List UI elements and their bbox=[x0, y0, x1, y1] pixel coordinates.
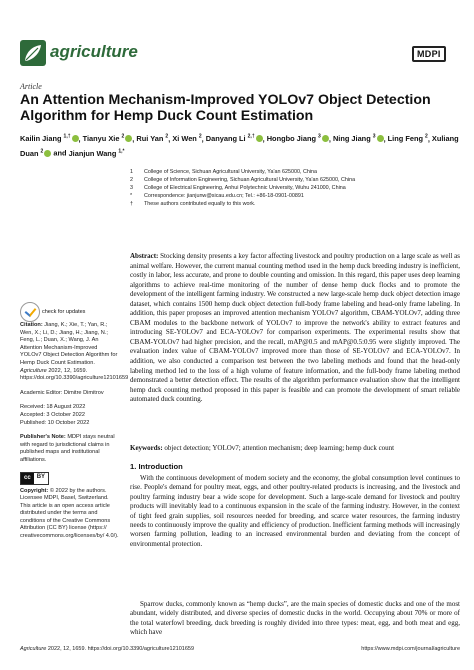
affiliation-row bbox=[130, 176, 460, 184]
section-heading: 1. Introduction bbox=[130, 462, 183, 471]
citation-text: Jiang, K.; Xie, T.; Yan, R.; Wen, X.; Li, D.; Jiang, H.; Jiang, N.; Feng, L.; Duan, X.; Wang, J. An Attention Mechanism-Improved YOLOv7 Object Detection Algorithm for Hemp Duck Count Estimation. bbox=[20, 322, 118, 366]
affiliation-number: 1 bbox=[130, 169, 133, 175]
affiliation-text: College of Electrical Engineering, Anhui Polytechnic University, Wuhu 241000, China bbox=[144, 185, 346, 191]
cc-icon: cc bbox=[21, 473, 34, 484]
citation-doi-link[interactable]: 2022, 12, 1659. https://doi.org/10.3390/agriculture12101659 bbox=[20, 367, 129, 382]
author-name[interactable]: Ning Jiang $^3$ bbox=[332, 134, 376, 144]
author-name[interactable]: Tianyu Xie $^2$ bbox=[82, 134, 125, 144]
leaf-logo-icon bbox=[20, 40, 46, 66]
copyright-label: Copyright: bbox=[20, 487, 49, 494]
author-affiliation-marker: 1,† bbox=[63, 134, 71, 140]
affiliation-text: College of Science, Sichuan Agricultural University, Ya'an 625000, China bbox=[144, 169, 318, 175]
affiliation-number: 2 bbox=[130, 177, 133, 183]
keywords-label: Keywords: bbox=[130, 444, 163, 452]
author-name[interactable]: Kailin Jiang $^{1,\dagger}$ bbox=[20, 134, 71, 144]
affiliation-row bbox=[130, 192, 460, 200]
abstract-text: Stocking density presents a key factor affecting livestock and poultry production on a large scale as well as animal welfare. However, the current manual counting method used in the hemp duck breeding industry is inefficient, costly in labor, less accurate, and prone to double counting and omission. In this regard, this paper uses deep learning algorithms to achieve real-time monitoring of the number of dense hemp duck flocks and to promote the development of the intelligent farming industry. We constructed a new large-scale hemp duck object detection image dataset, which contains 1500 hemp duck object detection full-body frame labeling and head-only frame labeling. In addition, this paper proposes an improved attention mechanism YOLOv7 algorithm, CBAM-YOLOv7, adding three CBAM modules to the backbone network of YOLOv7 to improve the network's ability to extract features and introducing SE-YOLOv7 and ECA-YOLOv7 for comparison experiments. The experimental results show that CBAM-YOLOv7 had higher precision, and the recall, mAP@0.5 and mAP@0.5:0.95 were slightly improved. The evaluation index value of CBAM-YOLOv7 improved more than those of SE-YOLOv7 and ECA-YOLOv7. In addition, we also conducted a comparison test between the two labeling methods and found that the head-only labeling method led to the loss of a high volume of feature information, and the full-body frame labeling method demonstrated a better detection effect. The results of the algorithm performance evaluation show that the intelligent hemp duck counting method proposed in this paper is feasible and can promote the development of smart reliable automated duck counting. bbox=[130, 252, 460, 404]
publisher-note bbox=[20, 434, 120, 464]
footer-journal: Agriculture bbox=[20, 646, 47, 652]
page-footer bbox=[20, 646, 460, 652]
author-list: Kailin Jiang $^{1,\dagger}$ , Tianyu Xie $^2$ , Rui Yan $^2$, Xi Wen $^2$, Danyang Li $^{2,\dagger}$ , Hongbo Jiang $^3$ , Ning Jiang $^3$ , Ling Feng $^2$, Xuliang Duan $^2$ and Jianjun Wang $^{1,*}$ bbox=[20, 134, 459, 158]
author-name[interactable]: Xuliang Duan $^2$ bbox=[20, 134, 459, 158]
check-updates-icon bbox=[20, 302, 40, 322]
author-affiliation-marker: 1,* bbox=[118, 148, 125, 155]
by-icon: BY bbox=[36, 474, 46, 481]
author-affiliation-marker: 2,† bbox=[247, 134, 255, 140]
cc-by-license-icon[interactable] bbox=[20, 472, 49, 485]
mdpi-logo-text: MDPI bbox=[412, 46, 446, 62]
copyright-text: © 2022 by the authors. Licensee MDPI, Basel, Switzerland. This article is an open access article distributed under the terms and conditions of the Creative Commons Attribution (CC BY) license (https:// creativecommons.org/licenses/by/ 4.0/). bbox=[20, 487, 119, 540]
footer-citation bbox=[20, 646, 194, 652]
affiliation-row bbox=[130, 168, 460, 176]
publisher-note-label: Publisher's Note: bbox=[20, 434, 66, 441]
journal-name[interactable]: agriculture bbox=[50, 42, 138, 61]
author-name[interactable]: Rui Yan $^2$ bbox=[136, 134, 169, 144]
received-date: Received: 18 August 2022 bbox=[20, 404, 86, 411]
affiliation-number: * bbox=[130, 193, 133, 199]
academic-editor: Academic Editor: Dimitre Dimitrov bbox=[20, 389, 104, 396]
abstract-label: Abstract: bbox=[130, 252, 159, 260]
author-name[interactable]: Jianjun Wang $^{1,*}$ bbox=[68, 148, 125, 158]
intro-paragraph-1: With the continuous development of modern society and the economy, the global consumption level continues to rise. People's demand for poultry meat, eggs, and other poultry-related products is increasing, and the livestock and poultry farming industry bear a wide scope for development. Such a large-scale demand for livestock and poultry products will inevitably lead to a continuous expansion in the scale of the farming industry. However, in the context of tight feed grain supplies, soil resources needed for breeding, and scarce water resources, the farming industry needs to continuously improve the quality and efficiency of production. Inefficient farming methods will increasingly worsen farming pollution, leading to an increased environmental burden and deviating from the concept of environmental protection. bbox=[130, 474, 460, 548]
keywords-text: object detection; YOLOv7; attention mechanism; deep learning; hemp duck count bbox=[164, 444, 395, 452]
orcid-icon[interactable] bbox=[72, 135, 79, 142]
accepted-date: Accepted: 3 October 2022 bbox=[20, 411, 85, 418]
author-name[interactable]: Danyang Li $^{2,\dagger}$ bbox=[205, 134, 255, 144]
article-type: Article bbox=[20, 82, 42, 91]
orcid-icon[interactable] bbox=[256, 135, 263, 142]
abstract bbox=[130, 252, 460, 405]
citation bbox=[20, 322, 129, 383]
affiliation-text: Correspondence: jianjunw@sicau.edu.cn; Tel.: +86-18-0901-00891 bbox=[144, 193, 304, 199]
author-affiliation-marker: 2 bbox=[165, 134, 169, 140]
orcid-icon[interactable] bbox=[377, 135, 384, 142]
affiliation-text: College of Information Engineering, Sichuan Agricultural University, Ya'an 625000, China bbox=[144, 177, 356, 183]
orcid-icon[interactable] bbox=[44, 150, 51, 157]
affiliation-number: 3 bbox=[130, 185, 133, 191]
check-updates-label: check for updates bbox=[42, 308, 86, 315]
author-affiliation-marker: 3 bbox=[318, 134, 321, 140]
author-affiliation-marker: 2 bbox=[198, 134, 202, 140]
check-for-updates-button[interactable] bbox=[20, 302, 100, 322]
author-affiliation-marker: 2 bbox=[121, 134, 125, 140]
footer-doi-link[interactable]: 2022, 12, 1659. https://doi.org/10.3390/agriculture12101659 bbox=[47, 646, 194, 652]
author-affiliation-marker: 3 bbox=[372, 134, 376, 140]
author-affiliation-marker: 2 bbox=[425, 134, 428, 140]
affiliation-row bbox=[130, 200, 460, 208]
keywords bbox=[130, 444, 460, 454]
author-name[interactable]: Xi Wen $^2$ bbox=[172, 134, 202, 144]
mdpi-logo[interactable] bbox=[412, 44, 446, 62]
published-date: Published: 10 October 2022 bbox=[20, 419, 90, 426]
publisher-note-text: MDPI stays neutral with regard to jurisdictional claims in published maps and institutional affiliations. bbox=[20, 434, 115, 463]
author-name[interactable]: Ling Feng $^2$ bbox=[387, 134, 428, 144]
article-title: An Attention Mechanism-Improved YOLOv7 Object Detection Algorithm for Hemp Duck Count Estimation bbox=[20, 92, 431, 124]
affiliation-number: † bbox=[130, 201, 133, 207]
citation-label: Citation: bbox=[20, 322, 43, 328]
footer-journal-link[interactable]: https://www.mdpi.com/journal/agriculture bbox=[361, 646, 460, 652]
copyright bbox=[20, 488, 120, 541]
affiliations bbox=[130, 168, 460, 208]
author-affiliation-marker: 2 bbox=[40, 148, 44, 155]
article-sidebar bbox=[20, 322, 129, 541]
intro-paragraph-2: Sparrow ducks, commonly known as “hemp ducks”, are the main species of domestic ducks and one of the most abundant, widely distributed, and diverse species of domestic ducks in the world. Occupying about 70% or more of the total waterfowl breeding, duck breeding is roughly divided into three types: meat, egg, and both meat and egg, which have bbox=[130, 600, 460, 637]
affiliation-row bbox=[130, 184, 460, 192]
orcid-icon[interactable] bbox=[322, 135, 329, 142]
citation-journal: Agriculture bbox=[20, 367, 47, 374]
author-name[interactable]: Hongbo Jiang $^3$ bbox=[266, 134, 321, 144]
affiliation-text: These authors contributed equally to this work. bbox=[144, 201, 256, 207]
orcid-icon[interactable] bbox=[125, 135, 132, 142]
